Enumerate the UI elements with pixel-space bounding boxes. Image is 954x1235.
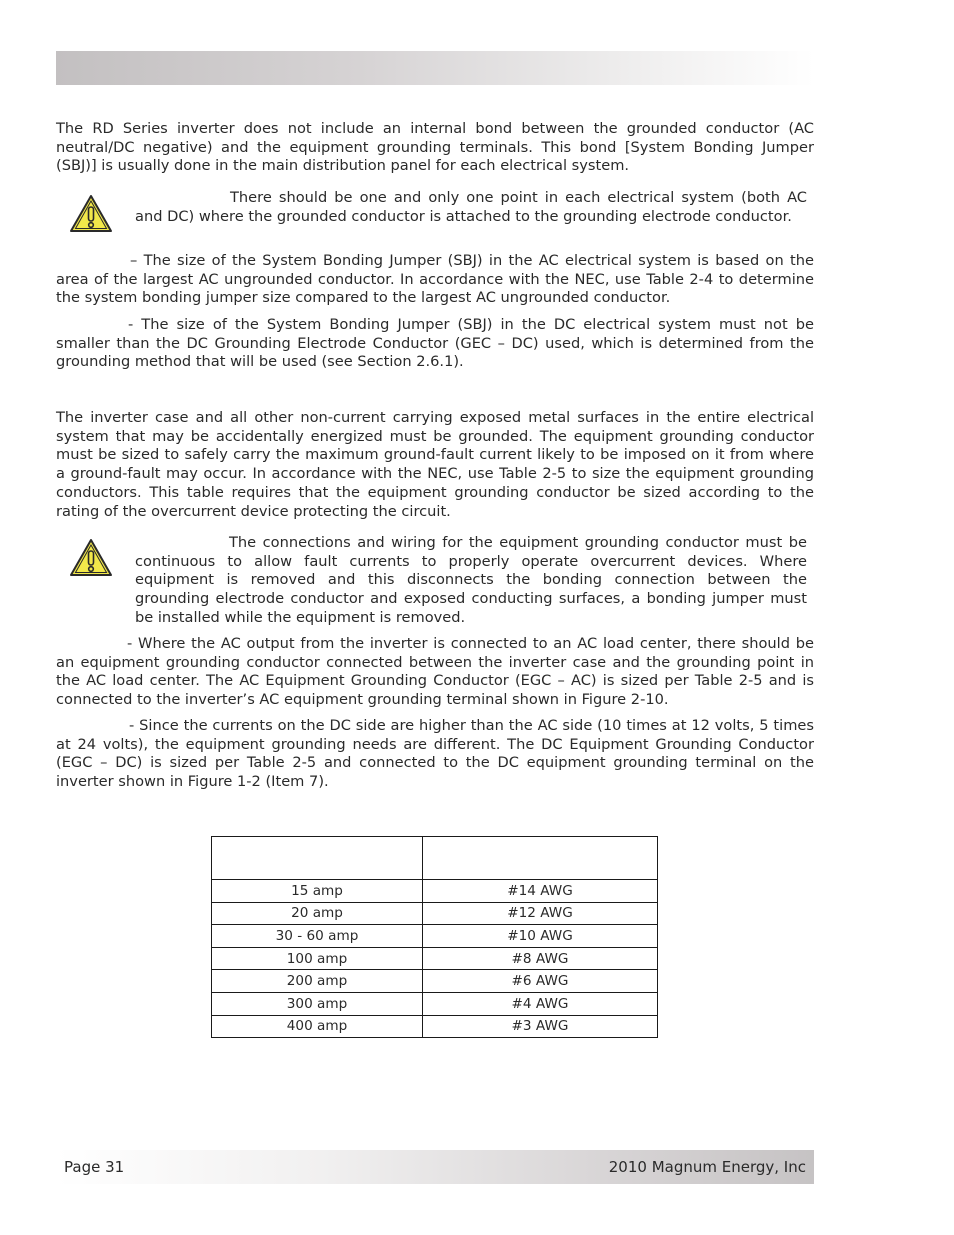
table-row: [212, 992, 658, 1015]
table-cell: #12 AWG: [423, 902, 658, 925]
equipment-grounding-paragraph: The inverter case and all other non-current carrying exposed metal surfaces in the entire electrical system that may be accidentally energized must be grounded. The equipment grounding conductor must be sized to safely carry the maximum ground-fault current likely to be imposed on it from where a ground-fault may occur. In accordance with the NEC, use Table 2-5 to size the equipment grounding conductors. This table requires that the equipment grounding conductor be sized according to the rating of the overcurrent device protecting the circuit.: [56, 409, 814, 520]
table-row: [212, 902, 658, 925]
table-cell: 300 amp: [212, 992, 423, 1015]
table-header-row: [212, 837, 658, 880]
intro-paragraph: The RD Series inverter does not include an internal bond between the grounded conductor (AC neutral/DC negative) and the equipment grounding terminals. This bond [System Bonding Jumper (SBJ)] is usually done in the main distribution panel for each electrical system.: [56, 120, 814, 175]
table-cell: 100 amp: [212, 947, 423, 970]
table-cell: #14 AWG: [423, 880, 658, 903]
table-cell: 200 amp: [212, 970, 423, 993]
table-cell: #3 AWG: [423, 1015, 658, 1038]
egc-dc-paragraph: - Since the currents on the DC side are higher than the AC side (10 times at 12 volts, 5 times at 24 volts), the equipment grounding needs are different. The DC Equipment Grounding Conductor (EGC – DC) is sized per Table 2-5 and connected to the DC equipment grounding terminal on the inverter shown in Figure 1-2 (Item 7).: [56, 717, 814, 791]
table-row: [212, 970, 658, 993]
table-row: [212, 925, 658, 948]
table-cell: #8 AWG: [423, 947, 658, 970]
table-row: [212, 1015, 658, 1038]
table-cell: 400 amp: [212, 1015, 423, 1038]
header-bar: [56, 51, 814, 85]
page-number: Page 31: [64, 1158, 125, 1176]
warning-note-2: The connections and wiring for the equipment grounding conductor must be continuous to allow fault currents to properly operate overcurrent devices. Where equipment is removed and this disconnects the bonding connection between the grounding electrode conductor and exposed conducting surfaces, a bonding jumper must be installed while the equipment is removed.: [135, 534, 807, 626]
table-header-cell: [423, 837, 658, 880]
table-cell: 15 amp: [212, 880, 423, 903]
sbj-ac-paragraph: – The size of the System Bonding Jumper (SBJ) in the AC electrical system is based on the area of the largest AC ungrounded conductor. In accordance with the NEC, use Table 2-4 to determine the system bonding jumper size compared to the largest AC ungrounded conductor.: [56, 252, 814, 307]
copyright-text: 2010 Magnum Energy, Inc: [608, 1158, 806, 1176]
table-cell: 20 amp: [212, 902, 423, 925]
table-row: [212, 947, 658, 970]
table-header-cell: [212, 837, 423, 880]
table-cell: 30 - 60 amp: [212, 925, 423, 948]
table-cell: #10 AWG: [423, 925, 658, 948]
warning-note-1: There should be one and only one point in each electrical system (both AC and DC) where the grounded conductor is attached to the grounding electrode conductor.: [135, 189, 807, 225]
footer-bar: [56, 1150, 814, 1184]
warning-triangle-icon: [69, 538, 113, 578]
egc-size-table: [211, 836, 658, 1038]
table-row: [212, 880, 658, 903]
table-cell: #6 AWG: [423, 970, 658, 993]
warning-triangle-icon: [69, 194, 113, 234]
table-cell: #4 AWG: [423, 992, 658, 1015]
sbj-dc-paragraph: - The size of the System Bonding Jumper (SBJ) in the DC electrical system must not be smaller than the DC Grounding Electrode Conductor (GEC – DC) used, which is determined from the grounding method that will be used (see Section 2.6.1).: [56, 316, 814, 371]
egc-ac-paragraph: - Where the AC output from the inverter is connected to an AC load center, there should be an equipment grounding conductor connected between the inverter case and the grounding point in the AC load center. The AC Equipment Grounding Conductor (EGC – AC) is sized per Table 2-5 and is connected to the inverter’s AC equipment grounding terminal shown in Figure 2-10.: [56, 635, 814, 709]
